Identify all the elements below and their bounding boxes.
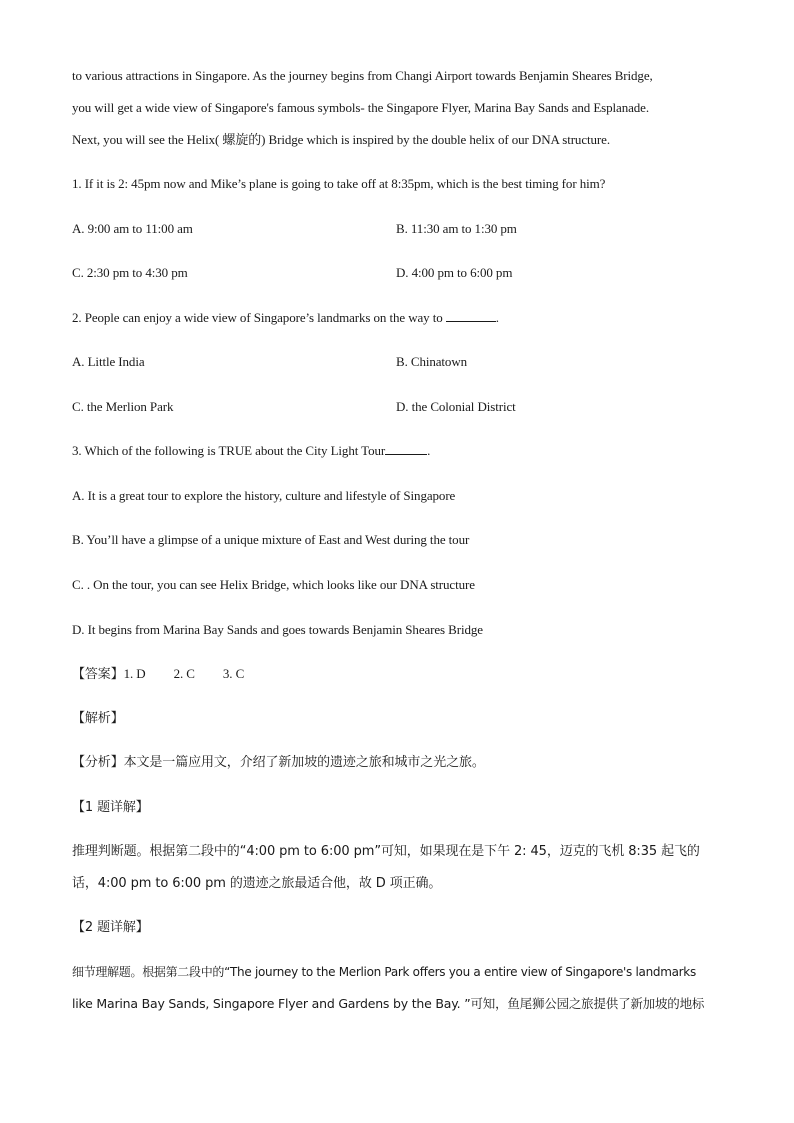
passage-line-2: you will get a wide view of Singapore's famous symbols- the Singapore Flyer, Marina Bay Sands and Esplanade. <box>72 100 649 115</box>
question-1-detail-line-1: 推理判断题。根据第二段中的“4:00 pm to 6:00 pm”可知，如果现在是下午 2: 45，迈克的飞机 8:35 起飞的 <box>72 844 700 859</box>
question-1-detail-line-2: 话，4:00 pm to 6:00 pm 的遗迹之旅最适合他，故 D 项正确。 <box>72 876 442 891</box>
answer-1: 1. D <box>123 666 146 681</box>
summary-label: 【分析】 <box>72 755 124 770</box>
question-2-option-c: C. the Merlion Park <box>72 399 174 414</box>
question-3-option-b: B. You’ll have a glimpse of a unique mixture of East and West during the tour <box>72 532 470 547</box>
summary-line <box>72 754 485 772</box>
question-3-option-a: A. It is a great tour to explore the history, culture and lifestyle of Singapore <box>72 488 456 503</box>
question-1-option-d: D. 4:00 pm to 6:00 pm <box>396 265 513 280</box>
question-2-stem-end: . <box>495 310 499 325</box>
question-3-option-d: D. It begins from Marina Bay Sands and goes towards Benjamin Sheares Bridge <box>72 622 483 637</box>
question-1-option-a: A. 9:00 am to 11:00 am <box>72 221 193 236</box>
answer-line <box>72 665 244 684</box>
passage-line-1: to various attractions in Singapore. As the journey begins from Changi Airport towards Benjamin Sheares Bridge, <box>72 68 653 83</box>
question-2-option-d: D. the Colonial District <box>396 399 516 414</box>
answer-2: 2. C <box>173 666 195 681</box>
answer-label: 【答案】 <box>72 667 124 682</box>
question-1-detail-label: 【1 题详解】 <box>72 800 149 815</box>
analysis-label: 【解析】 <box>72 711 124 726</box>
question-2-option-a: A. Little India <box>72 354 145 369</box>
answer-blank <box>385 442 427 455</box>
question-1-stem: 1. If it is 2: 45pm now and Mike’s plane is going to take off at 8:35pm, which is the best timing for him? <box>72 176 606 191</box>
question-3-option-c: C. . On the tour, you can see Helix Bridge, which looks like our DNA structure <box>72 577 475 592</box>
answer-3: 3. C <box>222 666 245 681</box>
question-1-option-b: B. 11:30 am to 1:30 pm <box>396 221 517 236</box>
passage-line-3: Next, you will see the Helix( 螺旋的) Bridge which is inspired by the double helix of our DNA structure. <box>72 132 610 147</box>
question-3-stem-end: . <box>427 443 431 458</box>
answer-blank <box>446 309 496 322</box>
question-3-stem <box>72 442 430 460</box>
question-3-stem-text: 3. Which of the following is TRUE about the City Light Tour <box>72 443 386 458</box>
question-2-detail-line-1: 细节理解题。根据第二段中的“The journey to the Merlion Park offers you a entire view of Singapore's landmarks <box>72 965 696 979</box>
question-1-option-c: C. 2:30 pm to 4:30 pm <box>72 265 188 280</box>
question-2-detail-label: 【2 题详解】 <box>72 920 149 935</box>
summary-text: 本文是一篇应用文，介绍了新加坡的遗迹之旅和城市之光之旅。 <box>123 755 485 770</box>
question-2-detail-line-2: like Marina Bay Sands, Singapore Flyer and Gardens by the Bay. ”可知，鱼尾狮公园之旅提供了新加坡的地标 <box>72 996 705 1011</box>
question-2-stem-text: 2. People can enjoy a wide view of Singapore’s landmarks on the way to <box>72 310 446 325</box>
question-2-stem <box>72 309 499 327</box>
question-2-option-b: B. Chinatown <box>396 354 468 369</box>
